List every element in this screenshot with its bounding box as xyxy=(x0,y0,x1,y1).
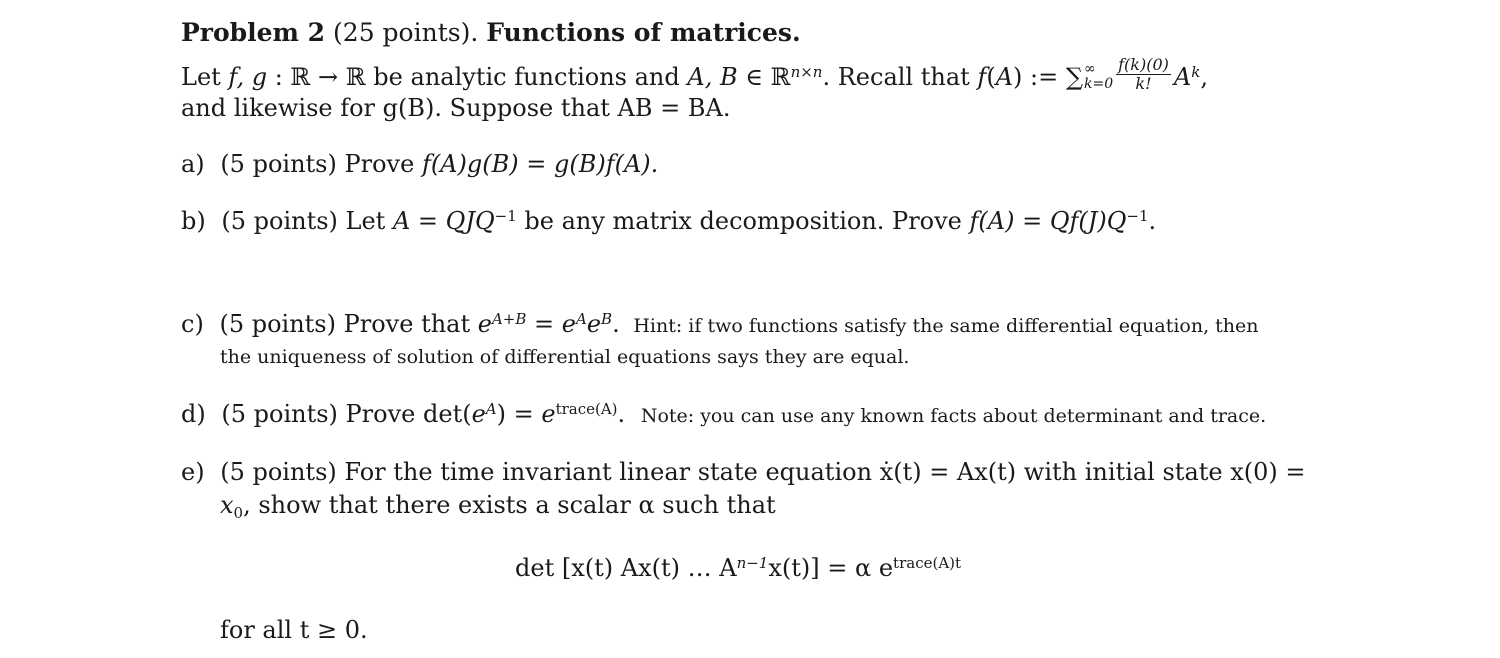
intro-math-fg: f, g xyxy=(228,63,268,91)
item-math: A = QJQ xyxy=(392,207,495,235)
item-text: (5 points) Prove that xyxy=(219,310,478,338)
item-math: x xyxy=(220,491,234,519)
item-math: f(A) = Qf(J)Q xyxy=(969,207,1127,235)
item-label: a) xyxy=(181,150,205,178)
sum-lower: k=0 xyxy=(1083,75,1114,92)
intro-line-2: and likewise for g(B). Suppose that AB = BA. xyxy=(181,94,731,122)
item-text: (5 points) Prove det( xyxy=(221,400,472,428)
intro-sum: ) := ∑ xyxy=(1013,63,1083,91)
problem-number: Problem 2 xyxy=(181,18,326,47)
equation-left: det [x(t) Ax(t) … A xyxy=(515,554,737,582)
problem-title: Functions of matrices. xyxy=(486,18,801,47)
sum-limits xyxy=(1084,62,1113,91)
equation-right: x(t)] = α e xyxy=(768,554,894,582)
item-text: . xyxy=(612,310,620,338)
intro-dim: n×n xyxy=(790,62,823,81)
sum-upper: ∞ xyxy=(1083,60,1096,77)
item-text: ) = xyxy=(496,400,542,428)
intro-math-A: A xyxy=(1173,63,1192,91)
equation-exp: n−1 xyxy=(736,553,769,572)
item-text: be any matrix decomposition. Prove xyxy=(516,207,970,235)
item-d xyxy=(181,399,1267,428)
item-math: f(A)g(B) = g(B)f(A). xyxy=(421,150,659,178)
item-exp: trace(A) xyxy=(555,399,618,418)
item-exp: −1 xyxy=(494,206,517,225)
fraction-numerator: f(k)(0) xyxy=(1118,55,1169,74)
item-text: = xyxy=(526,310,562,338)
intro-text: ( xyxy=(986,63,996,91)
item-exp: A+B xyxy=(491,309,527,328)
item-label: d) xyxy=(181,400,206,428)
item-sub: 0 xyxy=(233,503,244,522)
item-exp: −1 xyxy=(1126,206,1149,225)
item-label: c) xyxy=(181,310,204,338)
problem-header xyxy=(181,20,801,45)
item-c xyxy=(181,309,1259,338)
item-label: e) xyxy=(181,458,205,486)
item-c-hint-line-2: the uniqueness of solution of differential equations says they are equal. xyxy=(220,346,910,368)
intro-text: : ℝ → ℝ be analytic functions and xyxy=(267,63,688,91)
note-text: Note: you can use any known facts about determinant and trace. xyxy=(640,405,1267,427)
intro-text: , xyxy=(1200,63,1208,91)
item-e xyxy=(181,460,1306,484)
item-exp: B xyxy=(601,309,613,328)
item-text: . xyxy=(617,400,626,428)
item-text: (5 points) Prove xyxy=(220,150,422,178)
item-b xyxy=(181,206,1157,235)
item-exp: A xyxy=(575,309,587,328)
intro-text: Let xyxy=(181,63,229,91)
item-math: e xyxy=(561,310,576,338)
intro-math-A: A xyxy=(995,63,1014,91)
problem-points: (25 points). xyxy=(333,18,479,47)
hint-text: Hint: if two functions satisfy the same differential equation, then xyxy=(633,315,1259,337)
fraction-denominator: k! xyxy=(1135,74,1152,93)
intro-text: ∈ ℝ xyxy=(737,63,791,91)
equation-exp: trace(A)t xyxy=(893,553,962,572)
item-text: . xyxy=(1148,207,1157,235)
item-math: e xyxy=(477,310,492,338)
intro-exp-k: k xyxy=(1191,62,1201,81)
item-text: (5 points) For the time invariant linear state equation ẋ(t) = Ax(t) with initial state x(0) = xyxy=(220,458,1306,486)
item-label: b) xyxy=(181,207,206,235)
item-text: (5 points) Let xyxy=(221,207,393,235)
item-math: e xyxy=(586,310,602,338)
intro-line-1 xyxy=(181,55,1208,96)
item-text: , show that there exists a scalar α such that xyxy=(243,491,776,519)
series-fraction xyxy=(1116,57,1171,92)
item-a xyxy=(181,152,658,176)
item-math: e xyxy=(541,400,556,428)
intro-math-ab: A, B xyxy=(687,63,738,91)
intro-text: . Recall that xyxy=(822,63,978,91)
item-math: e xyxy=(471,400,486,428)
item-e-line-2 xyxy=(220,491,776,522)
item-exp: A xyxy=(485,399,497,418)
display-equation xyxy=(515,553,962,582)
final-line: for all t ≥ 0. xyxy=(220,616,368,644)
intro-math-f: f xyxy=(977,63,987,91)
